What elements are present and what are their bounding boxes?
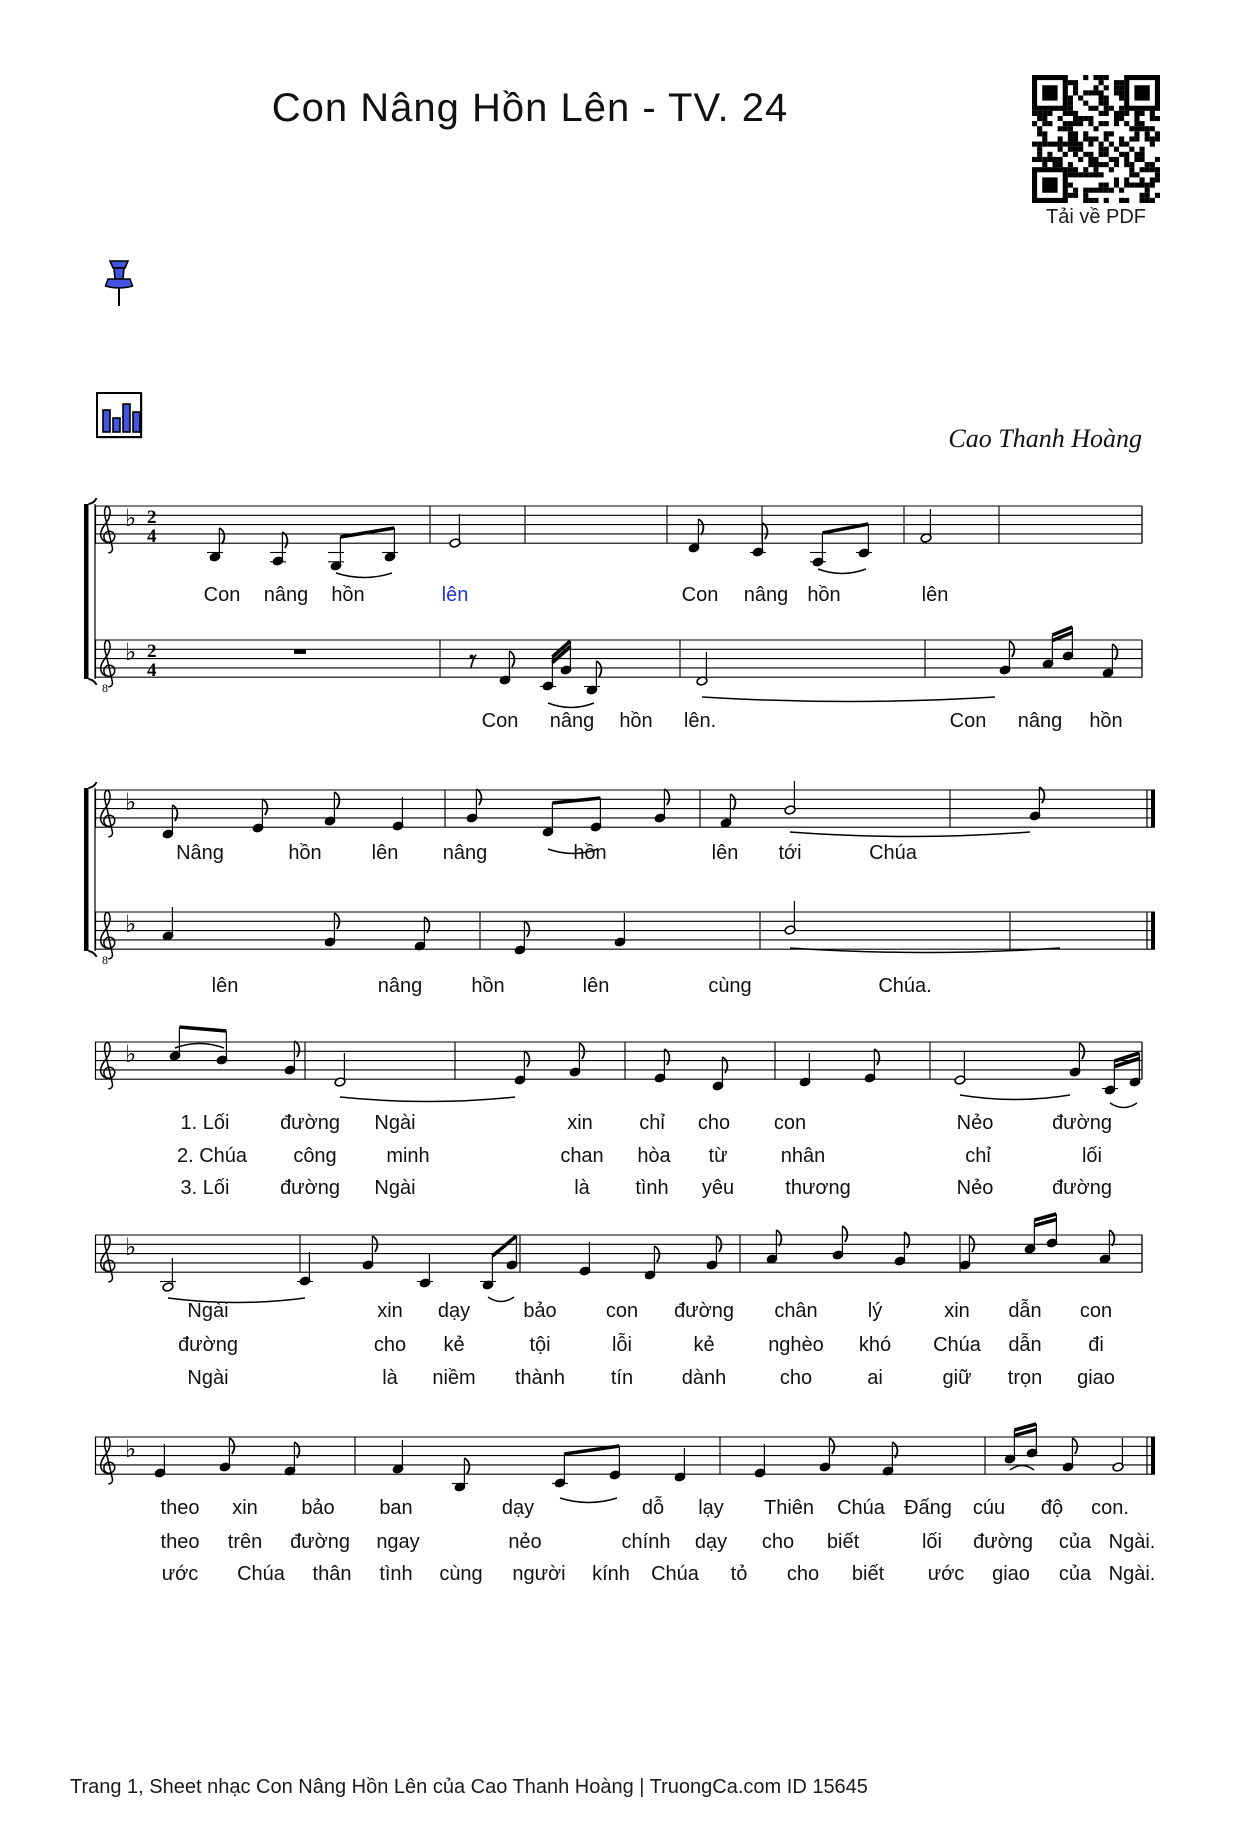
lyric-word: con xyxy=(605,1300,639,1322)
lyric-word: hồn xyxy=(288,842,322,864)
lyric-word: nghèo xyxy=(768,1334,824,1356)
lyric-word: độ xyxy=(1040,1497,1064,1519)
svg-text:♭: ♭ xyxy=(125,1435,137,1463)
lyric-word: là xyxy=(382,1367,398,1389)
lyric-word: chan xyxy=(560,1145,604,1167)
lyric-word: xin xyxy=(944,1300,970,1322)
lyric-word: nẻo xyxy=(508,1531,542,1553)
lyric-word: giữ xyxy=(942,1367,972,1389)
lyric-word: Con xyxy=(203,584,241,606)
lyric-word: con xyxy=(773,1112,807,1134)
pushpin-icon[interactable] xyxy=(101,258,137,314)
lyric-word: dạy xyxy=(694,1531,728,1553)
music-staff xyxy=(81,764,1163,874)
lyric-word: tới xyxy=(778,842,802,864)
lyric-word: nâng xyxy=(263,584,309,606)
lyric-word: đường xyxy=(1052,1112,1112,1134)
lyric-word: Ngài xyxy=(187,1300,229,1322)
lyric-word: con xyxy=(1079,1300,1113,1322)
lyric-word: 3. Lối xyxy=(180,1177,230,1199)
lyric-word: chân xyxy=(774,1300,818,1322)
lyric-word: đường xyxy=(674,1300,734,1322)
download-pdf-link[interactable]: Tải về PDF xyxy=(1045,206,1147,228)
lyric-word: ngay xyxy=(376,1531,420,1553)
lyric-word: tình xyxy=(635,1177,669,1199)
lyric-word: lý xyxy=(867,1300,883,1322)
lyric-word: ước xyxy=(927,1563,965,1585)
lyric-word: đường xyxy=(1052,1177,1112,1199)
svg-text:4: 4 xyxy=(147,660,157,681)
lyric-word: thành xyxy=(514,1367,566,1389)
music-staff xyxy=(81,1016,1150,1126)
lyric-word: hồn xyxy=(807,584,841,606)
lyric-word: trọn xyxy=(1007,1367,1043,1389)
lyric-word: từ xyxy=(708,1145,728,1167)
composer-name: Cao Thanh Hoàng xyxy=(948,424,1142,453)
lyric-word: Chúa xyxy=(651,1563,699,1585)
lyric-word-highlighted: lên xyxy=(441,584,469,606)
lyric-word: nâng xyxy=(1017,710,1063,732)
lyric-word: hồn xyxy=(573,842,607,864)
lyric-word: cho xyxy=(761,1531,795,1553)
lyric-word: Đấng xyxy=(904,1497,952,1519)
qr-code[interactable] xyxy=(1032,75,1160,203)
lyric-word: Ngài. xyxy=(1108,1531,1156,1553)
lyric-word: đường xyxy=(280,1177,340,1199)
lyric-word: dạy xyxy=(501,1497,535,1519)
lyric-word: là xyxy=(574,1177,590,1199)
svg-text:♭: ♭ xyxy=(125,788,137,816)
lyric-word: lên xyxy=(711,842,739,864)
lyric-word: nâng xyxy=(377,975,423,997)
lyric-word: ước xyxy=(161,1563,199,1585)
lyric-word: niềm xyxy=(432,1367,476,1389)
lyric-word: Chúa. xyxy=(878,975,932,997)
lyric-word: nhân xyxy=(780,1145,826,1167)
lyric-word: người xyxy=(512,1563,566,1585)
lyric-word: bảo xyxy=(523,1300,557,1322)
lyric-word: Nẻo xyxy=(956,1112,994,1134)
lyric-word: đi xyxy=(1088,1334,1104,1356)
lyric-word: chỉ xyxy=(639,1112,665,1134)
lyric-word: cho xyxy=(779,1367,813,1389)
svg-text:4: 4 xyxy=(147,526,157,547)
lyric-word: Con xyxy=(481,710,519,732)
lyric-word: đường xyxy=(973,1531,1033,1553)
lyric-word: hồn xyxy=(1089,710,1123,732)
lyric-word: hòa xyxy=(637,1145,671,1167)
svg-text:♭: ♭ xyxy=(125,638,137,666)
lyric-word: con. xyxy=(1091,1497,1129,1519)
lyric-word: yêu xyxy=(701,1177,735,1199)
music-staff xyxy=(81,480,1150,590)
lyric-word: hồn xyxy=(331,584,365,606)
lyric-word: lên xyxy=(211,975,239,997)
lyric-word: nâng xyxy=(743,584,789,606)
lyric-word: bảo xyxy=(301,1497,335,1519)
lyric-word: dẫn xyxy=(1008,1300,1042,1322)
lyric-word: nâng xyxy=(442,842,488,864)
lyric-word: Ngài. xyxy=(1108,1563,1156,1585)
lyric-word: Ngài xyxy=(374,1112,416,1134)
lyric-word: của xyxy=(1058,1563,1092,1585)
lyric-word: biết xyxy=(826,1531,860,1553)
lyric-word: cho xyxy=(786,1563,820,1585)
lyric-word: giao xyxy=(1077,1367,1115,1389)
lyric-word: hồn xyxy=(619,710,653,732)
lyric-word: Ngài xyxy=(374,1177,416,1199)
lyric-word: Con xyxy=(681,584,719,606)
lyric-word: kẻ xyxy=(693,1334,715,1356)
lyric-word: hồn xyxy=(471,975,505,997)
lyric-word: lên. xyxy=(683,710,717,732)
lyric-word: lỗi xyxy=(611,1334,633,1356)
lyric-word: khó xyxy=(858,1334,892,1356)
lyric-word: kính xyxy=(592,1563,630,1585)
lyric-word: 1. Lối xyxy=(180,1112,230,1134)
svg-text:♭: ♭ xyxy=(125,504,137,532)
svg-text:♭: ♭ xyxy=(125,910,137,938)
lyric-word: Nẻo xyxy=(956,1177,994,1199)
lyric-word: dành xyxy=(681,1367,727,1389)
lyric-word: Chúa xyxy=(933,1334,981,1356)
lyric-word: chính xyxy=(621,1531,671,1553)
lyric-word: lên xyxy=(582,975,610,997)
lyric-word: tín xyxy=(610,1367,634,1389)
page-footer: Trang 1, Sheet nhạc Con Nâng Hồn Lên của Cao Thanh Hoàng | TruongCa.com ID 15645 xyxy=(70,1776,868,1798)
lyric-word: minh xyxy=(386,1145,430,1167)
lyric-word: thân xyxy=(312,1563,352,1585)
bar-chart-icon[interactable] xyxy=(96,392,146,442)
svg-text:♭: ♭ xyxy=(125,1233,137,1261)
lyric-word: thương xyxy=(785,1177,851,1199)
lyric-word: ban xyxy=(379,1497,413,1519)
lyric-word: cùng xyxy=(708,975,752,997)
lyric-word: lối xyxy=(921,1531,943,1553)
lyric-word: biết xyxy=(851,1563,885,1585)
lyric-word: Con xyxy=(949,710,987,732)
lyric-word: ai xyxy=(867,1367,883,1389)
lyric-word: giao xyxy=(992,1563,1030,1585)
lyric-word: tỏ xyxy=(730,1563,748,1585)
lyric-word: cùng xyxy=(439,1563,483,1585)
lyric-word: lên xyxy=(921,584,949,606)
lyric-word: kẻ xyxy=(443,1334,465,1356)
lyric-word: xin xyxy=(377,1300,403,1322)
lyric-word: dẫn xyxy=(1008,1334,1042,1356)
lyric-word: công xyxy=(293,1145,337,1167)
lyric-word: tình xyxy=(379,1563,413,1585)
lyric-word: Nâng xyxy=(176,842,224,864)
lyric-word: tội xyxy=(529,1334,551,1356)
lyric-word: nâng xyxy=(549,710,595,732)
svg-text:2: 2 xyxy=(147,641,157,662)
lyric-word: dạy xyxy=(437,1300,471,1322)
lyric-word: xin xyxy=(232,1497,258,1519)
lyric-word: đường xyxy=(280,1112,340,1134)
lyric-word: đường xyxy=(178,1334,238,1356)
lyric-word: Chúa xyxy=(869,842,917,864)
lyric-word: đường xyxy=(290,1531,350,1553)
lyric-word: chỉ xyxy=(965,1145,991,1167)
lyric-word: Thiên xyxy=(763,1497,815,1519)
lyric-word: lối xyxy=(1081,1145,1103,1167)
lyric-word: của xyxy=(1058,1531,1092,1553)
lyric-word: cúu xyxy=(972,1497,1006,1519)
lyric-word: Ngài xyxy=(187,1367,229,1389)
lyric-word: lên xyxy=(371,842,399,864)
svg-text:♭: ♭ xyxy=(125,1040,137,1068)
music-staff xyxy=(81,614,1150,724)
lyric-word: dỗ xyxy=(641,1497,665,1519)
lyric-word: theo xyxy=(160,1531,200,1553)
lyric-word: cho xyxy=(373,1334,407,1356)
page-title: Con Nâng Hồn Lên - TV. 24 xyxy=(271,86,789,130)
lyric-word: theo xyxy=(160,1497,200,1519)
svg-text:2: 2 xyxy=(147,507,157,528)
svg-text:8: 8 xyxy=(102,953,108,967)
lyric-word: trên xyxy=(227,1531,263,1553)
lyric-word: lạy xyxy=(698,1497,724,1519)
lyric-word: Chúa xyxy=(837,1497,885,1519)
svg-text:8: 8 xyxy=(102,681,108,695)
music-staff xyxy=(81,886,1163,996)
lyric-word: cho xyxy=(697,1112,731,1134)
lyric-word: Chúa xyxy=(237,1563,285,1585)
lyric-word: 2. Chúa xyxy=(176,1145,248,1167)
lyric-word: xin xyxy=(567,1112,593,1134)
